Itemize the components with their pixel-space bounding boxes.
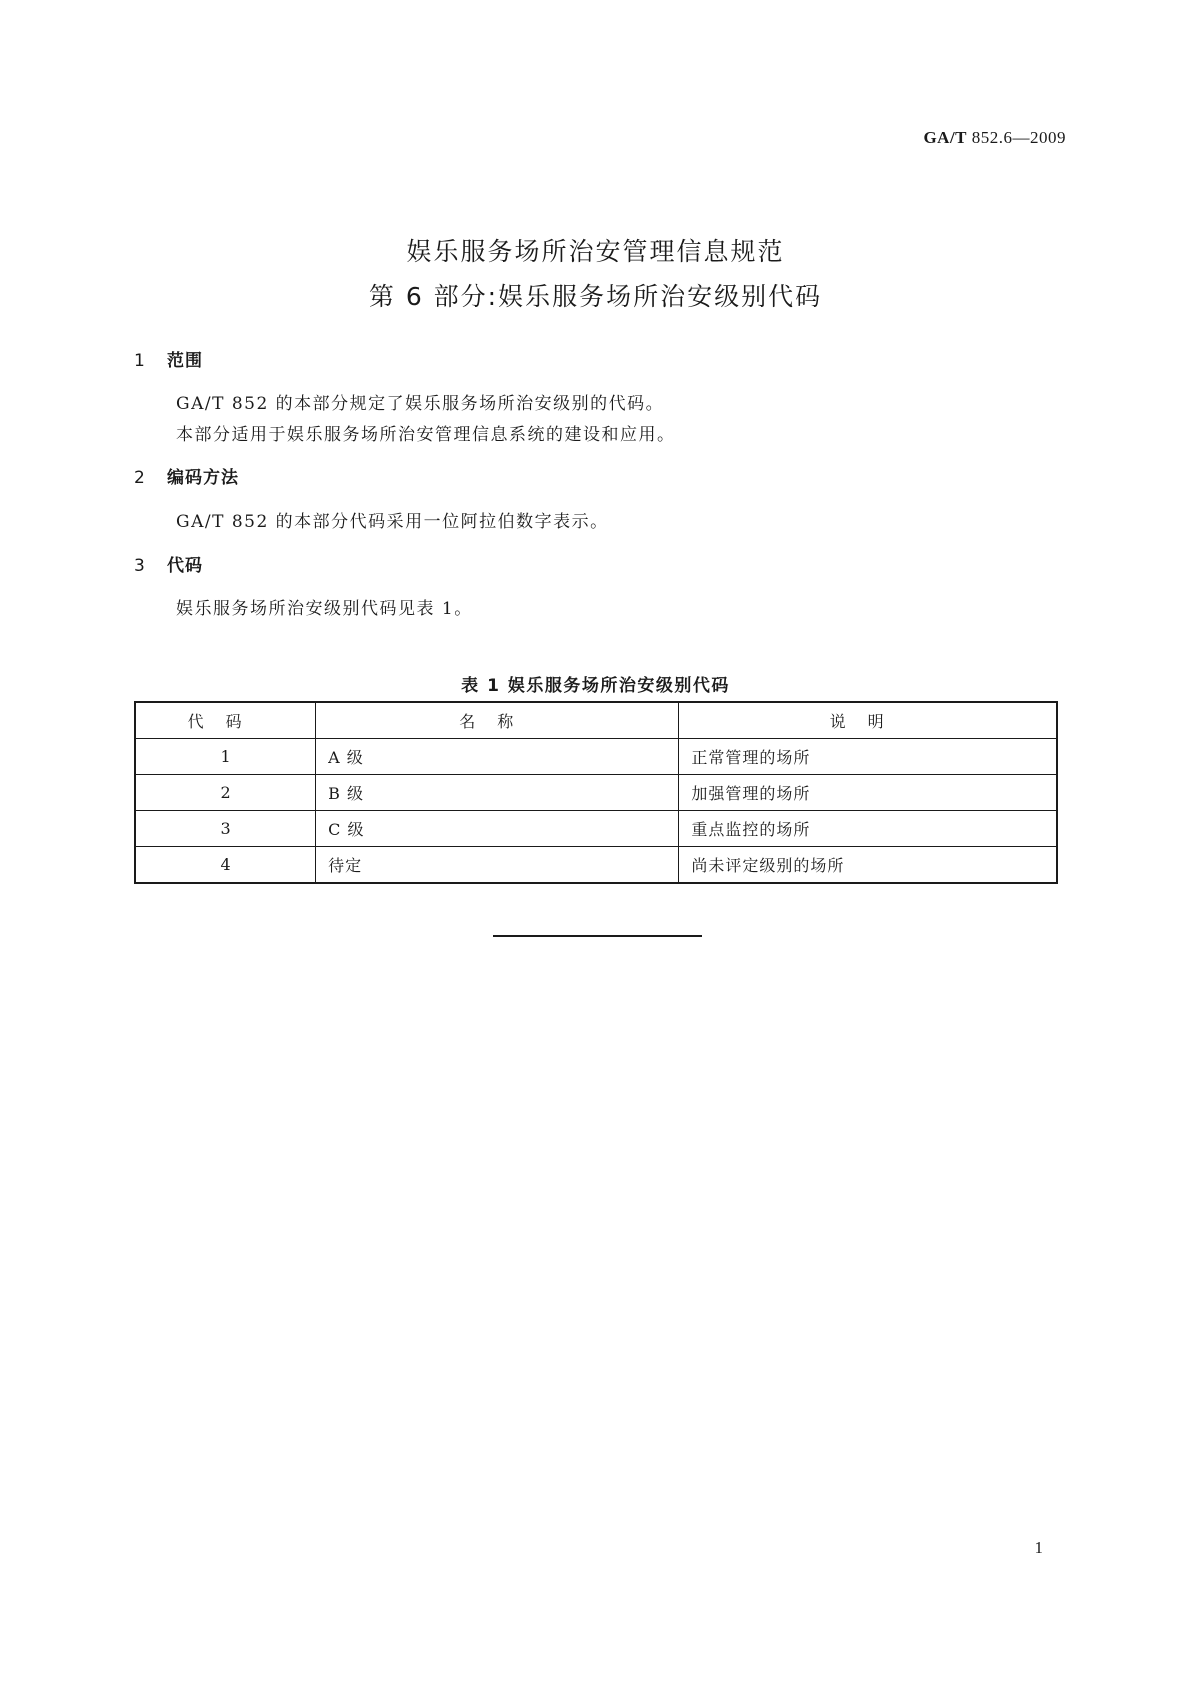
cell-code: 3 — [135, 811, 316, 847]
document-title: 娱乐服务场所治安管理信息规范 — [406, 237, 785, 266]
cell-description: 正常管理的场所 — [679, 739, 1057, 775]
standard-code — [923, 128, 1066, 148]
end-of-document-rule — [493, 935, 702, 937]
section-heading-codes — [134, 551, 203, 576]
cell-name: A 级 — [316, 739, 679, 775]
section-heading-scope — [134, 346, 203, 371]
section-heading-encoding — [134, 463, 239, 488]
paragraph: 本部分适用于娱乐服务场所治安管理信息系统的建设和应用。 — [176, 425, 676, 445]
standard-prefix: GA/T — [923, 128, 967, 147]
column-header-code: 代码 — [135, 702, 316, 739]
section-title: 范围 — [167, 351, 203, 371]
paragraph: GA/T 852 的本部分规定了娱乐服务场所治安级别的代码。 — [176, 394, 665, 414]
section-number: 1 — [134, 351, 146, 371]
section-title: 代码 — [167, 556, 203, 576]
code-table — [134, 701, 1058, 884]
table-row — [135, 811, 1057, 847]
section-title: 编码方法 — [167, 468, 239, 488]
page-number: 1 — [1034, 1538, 1043, 1557]
standard-number: 852.6—2009 — [971, 128, 1066, 147]
cell-name: 待定 — [316, 847, 679, 884]
cell-code: 1 — [135, 739, 316, 775]
table-row — [135, 775, 1057, 811]
section-number: 2 — [134, 468, 146, 488]
table-caption: 表 1 娱乐服务场所治安级别代码 — [461, 676, 730, 696]
cell-code: 4 — [135, 847, 316, 884]
cell-description: 重点监控的场所 — [679, 811, 1057, 847]
cell-description: 加强管理的场所 — [679, 775, 1057, 811]
cell-code: 2 — [135, 775, 316, 811]
table-header-row — [135, 702, 1057, 739]
column-header-description: 说明 — [679, 702, 1057, 739]
cell-name: B 级 — [316, 775, 679, 811]
cell-description: 尚未评定级别的场所 — [679, 847, 1057, 884]
table-row — [135, 847, 1057, 884]
document-subtitle: 第 6 部分:娱乐服务场所治安级别代码 — [368, 282, 823, 311]
column-header-name: 名称 — [316, 702, 679, 739]
paragraph: 娱乐服务场所治安级别代码见表 1。 — [176, 599, 473, 619]
table-row — [135, 739, 1057, 775]
cell-name: C 级 — [316, 811, 679, 847]
section-number: 3 — [134, 556, 146, 576]
paragraph: GA/T 852 的本部分代码采用一位阿拉伯数字表示。 — [176, 512, 609, 532]
